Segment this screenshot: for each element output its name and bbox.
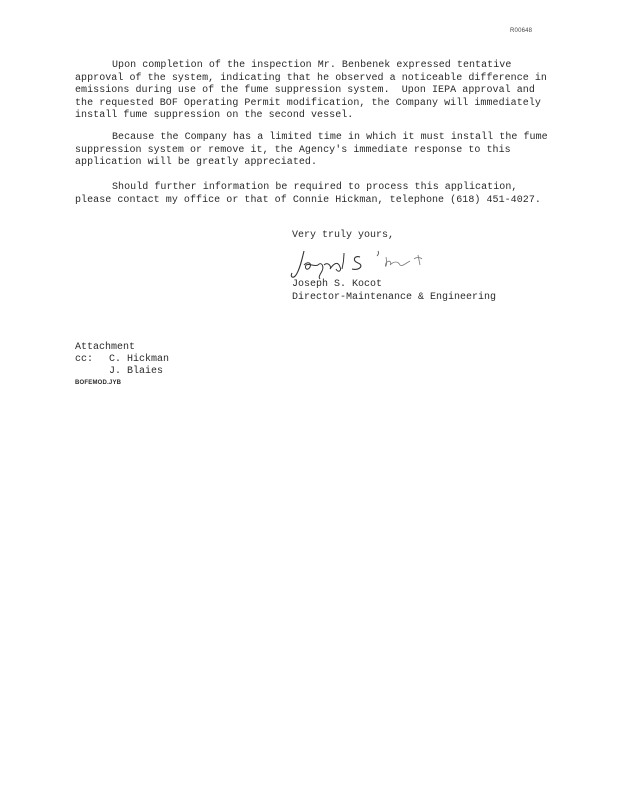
paragraph-line: application will be greatly appreciated.: [75, 157, 318, 168]
cc-name: J. Blaies: [109, 366, 164, 377]
page-mark: R00648: [510, 28, 533, 34]
cc-label: cc:: [75, 354, 94, 365]
attachment-label: Attachment: [75, 342, 136, 353]
paragraph-line: emissions during use of the fume suppression system. Upon IEPA approval and: [75, 85, 535, 96]
paragraph-line: suppression system or remove it, the Agency's immediate response to this: [75, 144, 511, 156]
paragraph-inspection: [75, 60, 555, 123]
closing-salutation: Very truly yours,: [292, 230, 395, 241]
paragraph-line: install fume suppression on the second vessel.: [75, 110, 354, 121]
paragraph-line: Because the Company has a limited time in which it must install the fume: [112, 132, 548, 143]
signer-name: Joseph S. Kocot: [292, 279, 383, 290]
paragraph-time-limit: [75, 132, 555, 170]
cc-name: C. Hickman: [109, 354, 170, 365]
file-code: BOFEMOD.JYB: [75, 380, 122, 386]
paragraph-line: please contact my office or that of Connie Hickman, telephone (618) 451-4027.: [75, 194, 541, 206]
paragraph-line: the requested BOF Operating Permit modification, the Company will immediately: [75, 97, 541, 109]
cc-row: [75, 354, 169, 366]
signer-block: [292, 279, 496, 304]
paragraph-line: Should further information be required to process this application,: [112, 182, 518, 193]
signer-title: Director-Maintenance & Engineering: [292, 291, 497, 303]
attachment-block: [75, 342, 169, 378]
paragraph-line: approval of the system, indicating that he observed a noticeable difference in: [75, 72, 547, 84]
handwritten-signature: [288, 245, 438, 283]
paragraph-contact: [75, 182, 555, 207]
paragraph-line: Upon completion of the inspection Mr. Benbenek expressed tentative: [112, 60, 512, 71]
